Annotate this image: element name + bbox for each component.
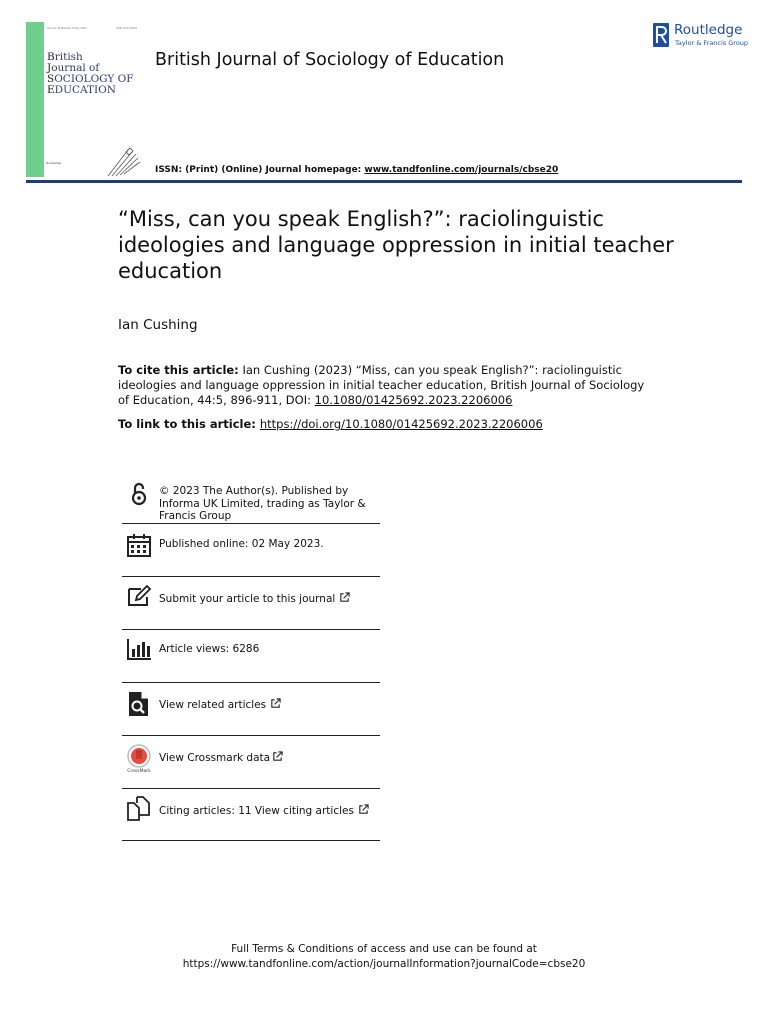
cover-issn: ISSN: 0142-5692 [116, 27, 138, 30]
external-link-icon [270, 698, 281, 709]
submit-article-text: Submit your article to this journal [159, 593, 336, 605]
related-articles-row[interactable] [122, 683, 380, 735]
external-link-icon [272, 751, 283, 762]
submit-article-link[interactable] [159, 592, 350, 606]
publisher-name: Routledge [674, 22, 743, 38]
article-title: “Miss, can you speak English?”: raciolinguistic ideologies and language oppression in initial teacher education [118, 207, 674, 283]
citing-articles-text: Citing articles: 11 View citing articles [159, 805, 354, 817]
journal-homepage-link[interactable]: www.tandfonline.com/journals/cbse20 [364, 165, 559, 175]
svg-text:CrossMark: CrossMark [127, 769, 151, 774]
routledge-logo-icon [652, 22, 670, 48]
submit-article-row[interactable] [122, 577, 380, 629]
cover-stripe [26, 22, 44, 177]
cover-issue-line: Volume 44 Number 5 May 2023 [47, 27, 87, 30]
article-author: Ian Cushing [118, 317, 198, 333]
link-label: To link to this article: [118, 417, 260, 431]
search-document-icon [126, 691, 152, 717]
terms-line: Full Terms & Conditions of access and use can be found at [231, 943, 537, 955]
external-link-icon [358, 804, 369, 815]
cover-title: British Journal of SOCIOLOGY OF EDUCATION [47, 51, 134, 96]
open-access-icon [126, 481, 152, 507]
calendar-icon [126, 532, 152, 558]
external-link-icon [339, 592, 350, 603]
terms-footer [0, 942, 768, 972]
published-date: Published online: 02 May 2023. [159, 538, 324, 550]
crossmark-link[interactable] [159, 751, 283, 765]
publisher-group: Taylor & Francis Group [675, 39, 749, 47]
related-articles-link[interactable] [159, 698, 281, 712]
article-link-block [118, 417, 543, 431]
related-articles-text: View related articles [159, 699, 267, 711]
citing-icon [126, 795, 152, 821]
citing-articles-row[interactable] [122, 789, 380, 841]
publisher-logo[interactable] [652, 22, 748, 50]
header-divider [26, 180, 742, 183]
issn-line [155, 165, 558, 175]
citation-text: Ian Cushing (2023) “Miss, can you speak English?”: raciolinguistic ideologies and language oppression in initial teacher education, British Journal of Sociology of Education, 44:5, 896-911, DOI: [118, 363, 645, 407]
citation-block [118, 363, 658, 408]
journal-cover-thumbnail [26, 22, 138, 177]
info-divider [122, 840, 380, 841]
open-access-row [122, 481, 380, 523]
open-access-text: © 2023 The Author(s). Published by Informa UK Limited, trading as Taylor & Francis Group [159, 485, 366, 522]
bar-chart-icon [126, 636, 152, 662]
cover-sketch-icon [106, 144, 142, 178]
citing-articles-link[interactable] [159, 804, 369, 818]
article-views: Article views: 6286 [159, 643, 260, 655]
doi-link[interactable]: 10.1080/01425692.2023.2206006 [314, 393, 513, 407]
edit-icon [126, 583, 152, 609]
crossmark-row[interactable] [122, 736, 380, 788]
published-row [122, 524, 380, 576]
citation-label: To cite this article: [118, 363, 239, 377]
article-doi-url[interactable]: https://doi.org/10.1080/01425692.2023.2206006 [259, 417, 543, 431]
journal-name: British Journal of Sociology of Education [155, 50, 505, 70]
issn-text: ISSN: (Print) (Online) Journal homepage: [155, 165, 365, 175]
terms-url[interactable]: https://www.tandfonline.com/action/journalInformation?journalCode=cbse20 [182, 958, 586, 970]
crossmark-text: View Crossmark data [159, 752, 271, 764]
crossmark-icon [126, 744, 152, 774]
article-views-row [122, 630, 380, 682]
cover-publisher: Routledge [46, 161, 62, 165]
